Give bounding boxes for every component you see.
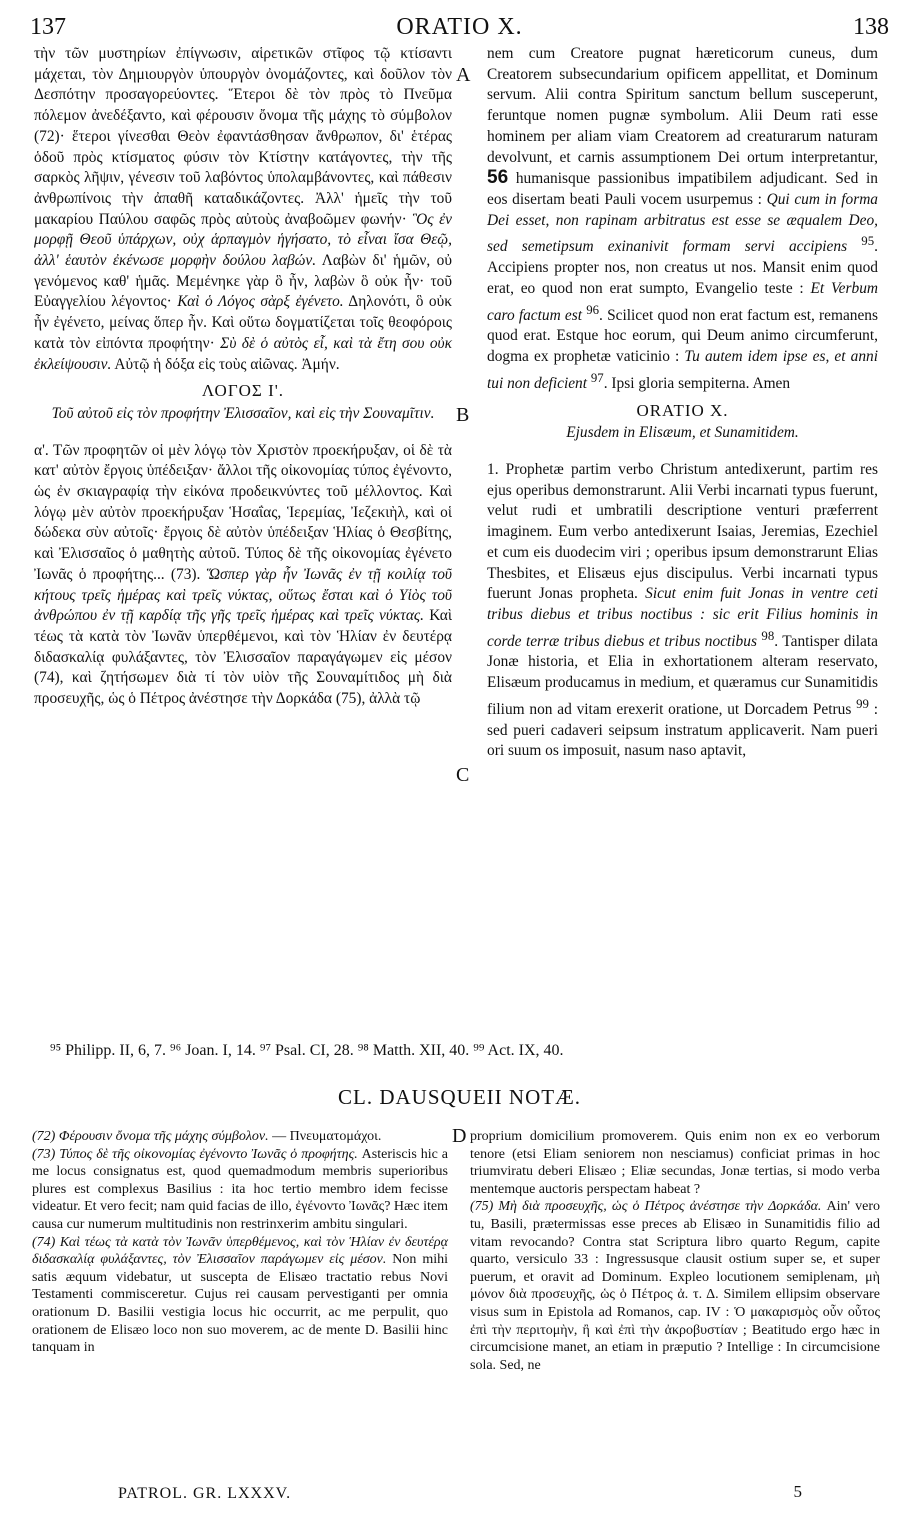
running-header bbox=[30, 14, 889, 44]
footnote-ref: 96 bbox=[586, 302, 600, 317]
margin-mark-b: B bbox=[456, 404, 470, 426]
greek-oration-subtitle: Τοῦ αὐτοῦ εἰς τὸν προφήτην Ἐλισσαῖον, καὶ εἰς τὴν Σουναμῖτιν. bbox=[51, 404, 435, 422]
greek-column bbox=[34, 44, 452, 710]
footnote-ref: 99 bbox=[856, 696, 869, 711]
note: (75) Μὴ διὰ προσευχῆς, ὡς ὁ Πέτρος ἀνέστησε τὴν Δορκάδα. Ain' vero tu, Basili, prætermissas esse preces ab Elisæo in Sunamitidis filio ad vitam revocando? Contra stat Scriptura libro quarto Regum, capite quarto, versiculo 33 : Ingressusque clausit ostium super se, et super puerum, et oravit ad Dominum. Expleo locutionem semiplenam, μὴ μόνον διὰ προσευχῆς, ὡς ὁ Πέτρος ἀ. τ. Δ. Similem ellipsim observare visus sum in Epistola ad Romanos, cap. IV : Ὁ μακαρισμὸς οὖν οὗτος ἐπὶ τὴν περιτομὴν, ἢ καὶ ἐπὶ τὴν ἀκροβυστίαν ; Beatitudo ergo hæc in circumcisione manet, an etiam in præputio ? Intellige : In circumcisione sola. Sed, ne bbox=[470, 1199, 880, 1373]
page-number-right: 138 bbox=[853, 14, 889, 40]
greek-paragraph-2: α'. Τῶν προφητῶν οἱ μὲν λόγῳ τὸν Χριστὸν προεκήρυξαν, οἱ δὲ τὰ κατ' αὐτὸν ἔργοις ὑπέδειξαν· ἄλλοι τῆς οἰκονομίας τύπος ἐγένοντο, ὡς ἐν σκιαγραφίᾳ τὴν εἰκόνα προδεικνύντες τοῦ μέλλοντος. Καὶ λόγῳ μὲν αὐτὸν προεκήρυξαν Ἡσαΐας, Ἱερεμίας, Ἰεζεκιὴλ, καὶ οἱ δώδεκα σὺν αὐτοῖς· ἔργοις δὲ αὐτὸν ὑπέδειξαν Ἡλίας ὁ Θεσβίτης, καὶ Ἐλισσαῖος ὁ μαθητὴς αὐτοῦ. Τύπος δὲ τῆς οἰκονομίας ἐγένετο Ἰωνᾶς ὁ προφήτης... (73). Ὥσπερ γὰρ ἦν Ἰωνᾶς ἐν τῇ κοιλίᾳ τοῦ κήτους τρεῖς ἡμέρας καὶ τρεῖς νύκτας, οὕτως ἔσται καὶ ὁ Υἱὸς τοῦ ἀνθρώπου ἐν τῇ καρδίᾳ τῆς γῆς τρεῖς ἡμέρας καὶ τρεῖς νύκτας. Καὶ τέως τὰ κατὰ τὸν Ἰωνᾶν ὑπερθέμενοι, καὶ τὸν Ἡλίαν ἐν δευτέρᾳ διδασκαλίᾳ φυλάξαντες, τὸν Ἐλισσαῖον παραγάγωμεν εἰς μέσον (74), καὶ ζητήσωμεν διὰ τί τὸν υἱὸν τῆς Σουναμίτιδος μὴ διὰ προσευχῆς, ὡς ὁ Πέτρος ἀνέστησε τὴν Δορκάδα (75), ἀλλὰ τῷ bbox=[34, 441, 452, 708]
notes-right-column bbox=[470, 1128, 880, 1374]
column-number: 56 bbox=[487, 167, 509, 189]
running-title: ORATIO X. bbox=[396, 14, 523, 40]
margin-mark-d: D bbox=[452, 1125, 467, 1147]
footnote-ref: 95 bbox=[861, 234, 875, 249]
note: proprium domicilium promoverem. Quis enim non ex eo verborum tenore (etsi Eliam seniorem non nesciamus) conficiat primas in hoc triumviratu deberi Elisæo ; Eliæ secundas, Jonæ tertias, si modo verba mentemque auctoris perspectam habeat ? bbox=[470, 1129, 880, 1197]
latin-oration-subtitle: Ejusdem in Elisæum, et Sunamitidem. bbox=[566, 424, 799, 442]
latin-column bbox=[487, 44, 878, 762]
footnote-ref: 97 bbox=[590, 370, 604, 385]
margin-mark-c: C bbox=[456, 764, 470, 786]
page-number-left: 137 bbox=[30, 14, 66, 40]
note: (73) Τύπος δὲ τῆς οἰκονομίας ἐγένοντο Ἰωνᾶς ὁ προφήτης. Asteriscis hic a me locus consignatus est, quod quemadmodum membris superioribus plures est complexus Basilius : ita hoc tertio membro idem fecisse videatur. Et vero fecit; nam quid facias de illo, ἐγένοντο Ἰωνᾶς? Hæc item causa cur numerum multitudinis non restrinxerim ambitu singulari. bbox=[32, 1146, 448, 1232]
latin-oration-title: ORATIO X. bbox=[636, 400, 729, 420]
footer-volume: PATROL. GR. LXXXV. bbox=[118, 1485, 292, 1502]
latin-paragraph-2: 1. Prophetæ partim verbo Christum antedixerunt, partim res ejus operibus demonstrarunt. Alii Verbi incarnati typus fuerunt, velut rudi et umbratili descriptione venturi præferrent imaginem. Eum verbo antedixerunt Isaias, Jeremias, Ezechiel et cum eis duodecim viri ; operibus ipsum demonstrarunt Elias Thesbites, et Elisæus ejus discipulus. Verbi incarnati typus fuerunt Jonas propheta. Sicut enim fuit Jonas in ventre ceti tribus diebus et tribus noctibus : sic erit Filius hominis in corde terræ tribus diebus et tribus noctibus $^{98}$. Tantisper dilata Jonæ historia, et Elia in exhortationem alteram reservato, Elisæum producamus in medium, et quæramus cur Sunamitidis filium non ad vitam erexerit oratione, ut Dorcadem Petrus $^{99}$ : sed pueri cadaveri seipsum instratum applicaverit. Nam pueri ori suum os imposuit, nasum naso aptavit, bbox=[487, 461, 878, 760]
note: (72) Φέρουσιν ὄνομα τῆς μάχης σύμβολον. — Πνευματομάχοι. bbox=[32, 1129, 382, 1144]
notes-left-column bbox=[32, 1128, 448, 1357]
footnote-ref: 98 bbox=[761, 628, 775, 643]
margin-mark-a: A bbox=[456, 64, 471, 86]
footnotes: ⁹⁵ Philipp. II, 6, 7. ⁹⁶ Joan. I, 14. ⁹⁷ Psal. CI, 28. ⁹⁸ Matth. XII, 40. ⁹⁹ Act. IX, 40. bbox=[50, 1042, 564, 1059]
latin-paragraph: nem cum Creatore pugnat hæreticorum cuneus, dum Creatorem subsecundarium opificem appellitat, et Dominum servum. Alii contra Spiritum sanctum bellum susceperunt, feruntque nomen pugnæ symbolum. Alii Deum rati esse hominem per aliam viam Creatorem ad creaturarum naturam devolvunt, et carnis assumptionem Dei ortum interpretantur, 56 humanisque passionibus impatibilem adjudicant. Sed in eos disertam beati Pauli vocem usurpemus : Qui cum in forma Dei esset, non rapinam arbitratus est esse se æqualem Deo, sed semetipsum exinanivit formam servi accipiens $^{95}$. Accipiens propter nos, non creatus ut nos. Mansit enim quod erat, eo quod non erat sumpto, Evangelio teste : Et Verbum caro factum est $^{96}$. Scilicet quod non erat factum est, remanens quod erat. Estque hoc eorum, qui Deum animo circumferunt, dogma ex prophetæ vaticinio : Tu autem idem ipse es, et anni tui non deficient $^{97}$. Ipsi gloria sempiterna. Amen bbox=[487, 45, 879, 392]
greek-oration-title: ΛΟΓΟΣ Ι'. bbox=[201, 381, 285, 401]
greek-paragraph: τὴν τῶν μυστηρίων ἐπίγνωσιν, αἱρετικῶν στῖφος τῷ κτίσαντι μάχεται, τὸν Δημιουργὸν ὑπουργὸν ὀνομάζοντες, καὶ δοῦλον τὸν Δεσπότην προσαγορεύοντες. Ἕτεροι δὲ τὸν πρὸς τὸ Πνεῦμα πόλεμον ἀνεδέξαντο, καὶ φέρουσιν ὄνομα τῆς μάχης τὸ σύμβολον (72)· ἕτεροι γίνεσθαι Θεὸν ἐφαντάσθησαν ἄνθρωπον, δι' ἑτέρας ὁδοῦ πρὸς κτίσματος φύσιν τὸν Κτίστην κατάγοντες, τὴν τῆς σαρκὸς λῆψιν, γένεσιν τοῦ λαβόντος ὑπολαμβάνοντες, καὶ πάθεσιν ἀνθρωπίνοις τὴν ἀπαθῆ καταδικάζοντες. Ἀλλ' ἡμεῖς τὴν τοῦ μακαρίου Παύλου σαφῶς πρὸς αὐτοὺς ἀναβοῶμεν φωνήν· Ὃς ἐν μορφῇ Θεοῦ ὑπάρχων, οὐχ ἁρπαγμὸν ἡγήσατο, τὸ εἶναι ἴσα Θεῷ, ἀλλ' ἑαυτὸν ἐκένωσε μορφὴν δούλου λαβών. Λαβὼν δι' ἡμῶν, οὐ γενόμενος καθ' ἡμᾶς. Μεμένηκε γὰρ ὃ ἦν, λαβὼν ὃ οὐκ ἦν· τοῦ Εὐαγγελίου λέγοντος· Καὶ ὁ Λόγος σὰρξ ἐγένετο. Δηλονότι, ὃ οὐκ ἦν ἐγένετο, μείνας ὅπερ ἦν. Καὶ οὕτω δογματίζεται τοῖς θεοφόροις κατὰ τὸν εἰπόντα προφήτην· Σὺ δὲ ὁ αὐτὸς εἶ, καὶ τὰ ἔτη σου οὐκ ἐκλείψουσιν. Αὐτῷ ἡ δόξα εἰς τοὺς αἰῶνας. Ἀμήν. bbox=[34, 45, 452, 373]
notes-title: CL. DAUSQUEII NOTÆ. bbox=[338, 1085, 581, 1109]
footer-signature: 5 bbox=[793, 1482, 802, 1501]
note: (74) Καὶ τέως τὰ κατὰ τὸν Ἰωνᾶν ὑπερθέμενος, καὶ τὸν Ἡλίαν ἐν δευτέρᾳ διδασκαλίᾳ φυλάξαντες, τὸν Ἐλισσαῖον παράγωμεν εἰς μέσον. Non mihi satis æquum videbatur, ut suscepta de Elisæo tractatio rebus Novi Testamenti commisceretur. Cujus rei causam pervestiganti per omnia orationum D. Basilii vestigia locus hic occurrit, ac me perpulit, quo orationem de Elisæo loco non suo moverem, ac de mente D. Basilii hinc tanquam in bbox=[32, 1234, 448, 1356]
